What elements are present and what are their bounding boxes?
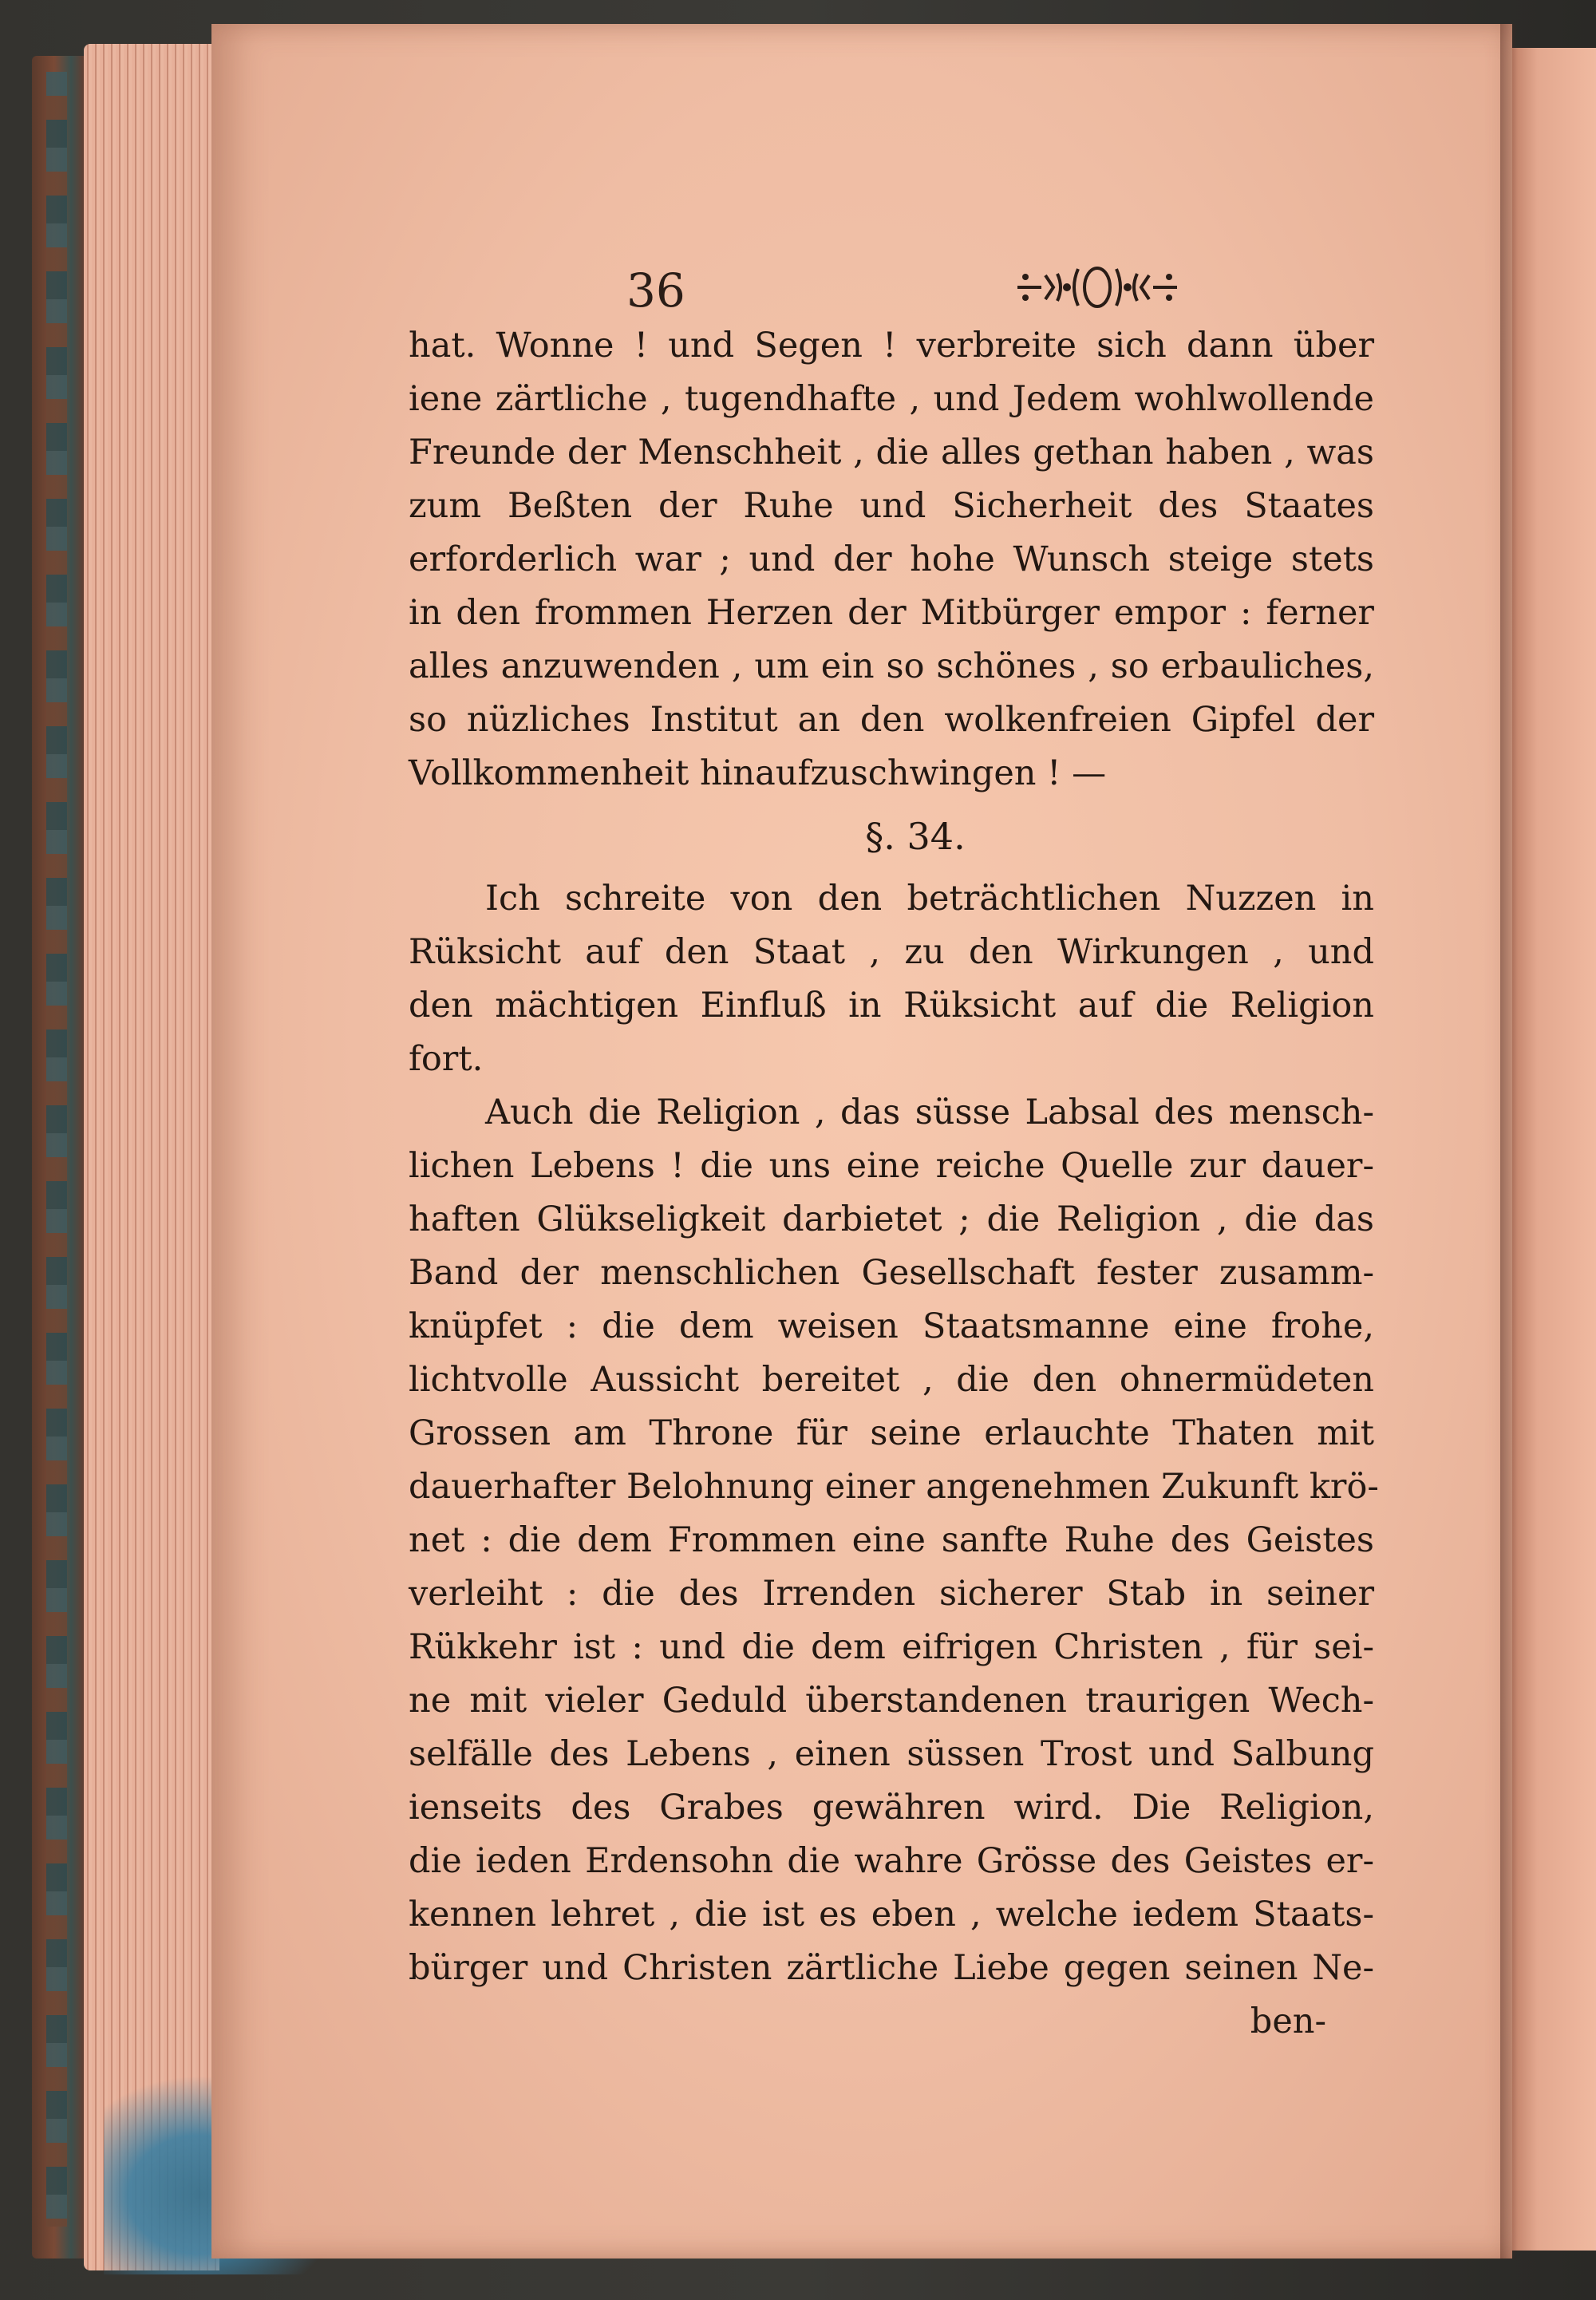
ornament-icon: [1001, 259, 1193, 315]
text-line: dauerhafter Belohnung einer angenehmen Zukunft krö-: [409, 1467, 1379, 1507]
text-line: den mächtigen Einfluß in Rüksicht auf die Religion: [409, 986, 1374, 1026]
text-line: fort.: [409, 1039, 484, 1079]
text-line: Vollkommenheit hinaufzuschwingen ! —: [409, 753, 1107, 793]
text-line: Band der menschlichen Gesellschaft fester zusamm-: [409, 1253, 1374, 1293]
text-line: ienseits des Grabes gewähren wird. Die Religion,: [409, 1788, 1374, 1828]
text-line: lichtvolle Aussicht bereitet , die den ohnermüdeten: [409, 1360, 1374, 1400]
text-line: verleiht : die des Irrenden sicherer Stab in seiner: [409, 1574, 1374, 1614]
text-line: selfälle des Lebens , einen süssen Trost und Salbung: [409, 1734, 1374, 1774]
text-line: iene zärtliche , tugendhafte , und Jedem wohlwollende: [409, 379, 1374, 419]
text-line: so nüzliches Institut an den wolkenfreien Gipfel der: [409, 700, 1374, 740]
text-line: in den frommen Herzen der Mitbürger empor : ferner: [409, 593, 1374, 633]
page-number: 36: [626, 263, 685, 318]
text-line: bürger und Christen zärtliche Liebe gegen seinen Ne-: [409, 1948, 1374, 1988]
text-line: zum Beßten der Ruhe und Sicherheit des Staates: [409, 486, 1374, 526]
catchword: ben-: [1250, 2002, 1326, 2041]
text-line: Freunde der Menschheit , die alles gethan haben , was: [409, 433, 1374, 472]
section-heading: §. 34.: [865, 815, 966, 858]
text-line: lichen Lebens ! die uns eine reiche Quelle zur dauer-: [409, 1146, 1374, 1186]
text-line: ne mit vieler Geduld überstandenen traurigen Wech-: [409, 1681, 1374, 1721]
marbled-cover-edge: [46, 72, 67, 2227]
text-line: die ieden Erdensohn die wahre Grösse des Geistes er-: [409, 1841, 1374, 1881]
text-line: net : die dem Frommen eine sanfte Ruhe des Geistes: [409, 1520, 1374, 1560]
text-line: Ich schreite von den beträchtlichen Nuzzen in: [485, 879, 1374, 919]
text-line: haften Glükseligkeit darbietet ; die Religion , die das: [409, 1199, 1374, 1239]
text-line: knüpfet : die dem weisen Staatsmanne eine frohe,: [409, 1306, 1374, 1346]
page-stack-edges: [84, 44, 219, 2270]
text-line: hat. Wonne ! und Segen ! verbreite sich dann über: [409, 326, 1374, 366]
text-line: Grossen am Throne für seine erlauchte Thaten mit: [409, 1413, 1374, 1453]
text-line: Rüksicht auf den Staat , zu den Wirkungen , und: [409, 932, 1374, 972]
text-line: Rükkehr ist : und die dem eifrigen Christen , für sei-: [409, 1627, 1374, 1667]
text-line: erforderlich war ; und der hohe Wunsch steige stets: [409, 539, 1374, 579]
text-line: Auch die Religion , das süsse Labsal des mensch-: [485, 1093, 1374, 1132]
gutter-shadow: [1500, 24, 1518, 2259]
facing-page-edge: [1512, 48, 1596, 2251]
page-text: [409, 319, 1379, 2049]
text-line: kennen lehret , die ist es eben , welche iedem Staats-: [409, 1895, 1374, 1934]
text-line: alles anzuwenden , um ein so schönes , so erbauliches,: [409, 646, 1374, 686]
